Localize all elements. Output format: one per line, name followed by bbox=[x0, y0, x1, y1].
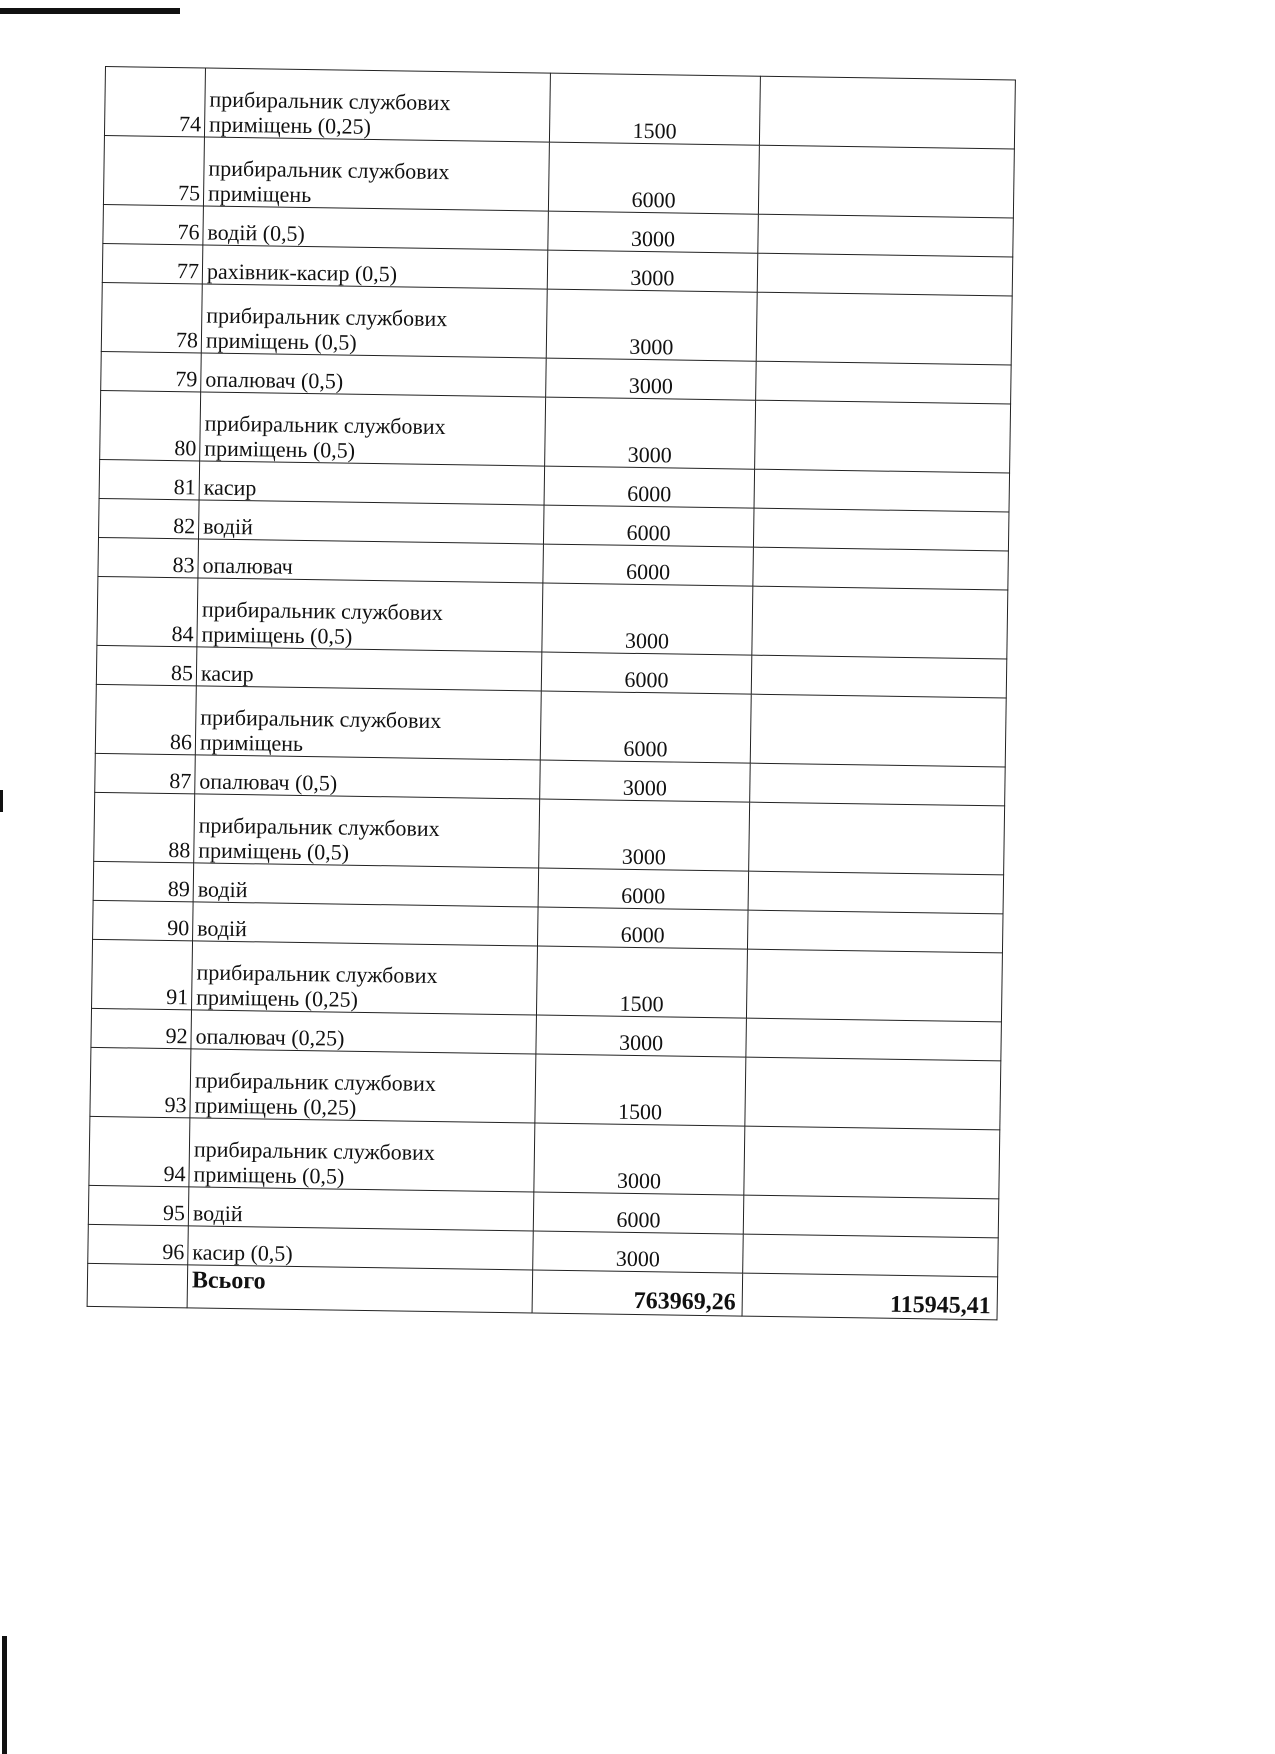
row-extra bbox=[746, 1018, 1002, 1061]
document-sheet bbox=[87, 66, 1015, 1320]
scan-edge-mark-left bbox=[0, 790, 3, 812]
row-number: 87 bbox=[95, 753, 196, 793]
row-salary: 1500 bbox=[535, 1054, 746, 1126]
row-extra bbox=[745, 1057, 1001, 1130]
row-number: 78 bbox=[101, 282, 202, 352]
table-row bbox=[104, 67, 1015, 149]
row-position: касир bbox=[196, 647, 542, 691]
row-position: опалювач (0,5) bbox=[195, 755, 541, 799]
row-extra bbox=[758, 214, 1014, 257]
row-extra bbox=[748, 871, 1004, 914]
row-number: 94 bbox=[89, 1116, 190, 1186]
row-extra bbox=[747, 910, 1003, 953]
row-extra bbox=[756, 361, 1012, 404]
row-number: 89 bbox=[93, 861, 194, 901]
row-number: 90 bbox=[93, 900, 194, 940]
row-salary: 3000 bbox=[533, 1231, 744, 1273]
row-extra bbox=[757, 253, 1013, 296]
row-position: прибиральник службових приміщень (0,25) bbox=[204, 68, 550, 142]
row-salary: 3000 bbox=[536, 1015, 747, 1057]
row-salary: 6000 bbox=[541, 652, 752, 694]
row-number: 83 bbox=[98, 537, 199, 577]
table-row bbox=[90, 1047, 1001, 1129]
row-position: прибиральник службових приміщень (0,25) bbox=[192, 941, 538, 1015]
row-number: 75 bbox=[103, 135, 204, 205]
row-number: 91 bbox=[92, 939, 193, 1009]
row-number: 76 bbox=[103, 204, 204, 244]
table-row bbox=[103, 135, 1014, 217]
row-position: прибиральник службових приміщень (0,5) bbox=[189, 1118, 535, 1192]
row-number: 92 bbox=[91, 1008, 192, 1048]
row-position: водій bbox=[198, 500, 544, 544]
row-extra bbox=[753, 508, 1009, 551]
row-extra bbox=[758, 145, 1014, 218]
row-salary: 6000 bbox=[537, 907, 748, 949]
row-position: опалювач bbox=[198, 539, 544, 583]
scan-edge-mark-top bbox=[0, 8, 180, 14]
row-extra bbox=[755, 400, 1011, 473]
row-number: 88 bbox=[94, 792, 195, 862]
table-row bbox=[95, 684, 1006, 766]
row-extra bbox=[752, 586, 1008, 659]
staff-table bbox=[87, 66, 1016, 1320]
row-extra bbox=[750, 694, 1006, 767]
total-label: Всього bbox=[187, 1265, 533, 1313]
row-extra bbox=[756, 292, 1012, 365]
table-row bbox=[92, 939, 1003, 1021]
row-extra bbox=[749, 802, 1005, 875]
row-number: 77 bbox=[102, 243, 203, 283]
row-extra bbox=[754, 469, 1010, 512]
row-number: 81 bbox=[99, 459, 200, 499]
row-salary: 6000 bbox=[533, 1192, 744, 1234]
row-salary: 6000 bbox=[544, 466, 755, 508]
row-salary: 3000 bbox=[545, 397, 756, 469]
row-salary: 6000 bbox=[543, 505, 754, 547]
row-extra bbox=[751, 655, 1007, 698]
table-row bbox=[100, 390, 1011, 472]
total-extra-sum: 115945,41 bbox=[742, 1273, 998, 1320]
row-number: 79 bbox=[101, 351, 202, 391]
row-number: 96 bbox=[88, 1224, 189, 1264]
total-num-cell bbox=[87, 1263, 188, 1307]
row-position: прибиральник службових приміщень (0,5) bbox=[201, 284, 547, 358]
row-number: 93 bbox=[90, 1047, 191, 1117]
row-salary: 3000 bbox=[548, 211, 759, 253]
row-position: опалювач (0,5) bbox=[201, 353, 547, 397]
row-salary: 3000 bbox=[539, 799, 750, 871]
row-number: 85 bbox=[96, 645, 197, 685]
row-salary: 3000 bbox=[542, 583, 753, 655]
table-row bbox=[94, 792, 1005, 874]
row-salary: 3000 bbox=[546, 289, 757, 361]
row-salary: 6000 bbox=[538, 868, 749, 910]
row-position: прибиральник службових приміщень (0,5) bbox=[197, 578, 543, 652]
row-position: водій bbox=[193, 863, 539, 907]
row-salary: 3000 bbox=[540, 760, 751, 802]
row-position: рахівник-касир (0,5) bbox=[202, 245, 548, 289]
row-position: касир bbox=[199, 461, 545, 505]
row-position: опалювач (0,25) bbox=[191, 1010, 537, 1054]
row-position: водій bbox=[188, 1187, 534, 1231]
row-extra bbox=[743, 1234, 999, 1277]
row-salary: 3000 bbox=[546, 358, 757, 400]
row-salary: 3000 bbox=[534, 1123, 745, 1195]
row-position: касир (0,5) bbox=[188, 1226, 534, 1270]
row-extra bbox=[750, 763, 1006, 806]
row-number: 95 bbox=[88, 1185, 189, 1225]
row-salary: 6000 bbox=[548, 142, 759, 214]
row-position: прибиральник службових приміщень bbox=[203, 137, 549, 211]
row-position: прибиральник службових приміщень (0,5) bbox=[200, 392, 546, 466]
row-salary: 6000 bbox=[543, 544, 754, 586]
row-number: 84 bbox=[97, 576, 198, 646]
scan-edge-mark-bottom bbox=[2, 1636, 7, 1754]
row-extra bbox=[759, 76, 1015, 149]
table-row bbox=[89, 1116, 1000, 1198]
row-number: 82 bbox=[99, 498, 200, 538]
row-number: 86 bbox=[95, 684, 196, 754]
table-row bbox=[97, 576, 1008, 658]
row-extra bbox=[753, 547, 1009, 590]
row-extra bbox=[743, 1195, 999, 1238]
row-salary: 6000 bbox=[540, 691, 751, 763]
row-extra bbox=[746, 949, 1002, 1022]
row-salary: 1500 bbox=[536, 946, 747, 1018]
row-position: прибиральник службових приміщень bbox=[195, 686, 541, 760]
row-extra bbox=[744, 1126, 1000, 1199]
row-number: 74 bbox=[104, 67, 205, 137]
total-salary-sum: 763969,26 bbox=[532, 1270, 743, 1316]
row-salary: 1500 bbox=[549, 73, 760, 145]
row-position: прибиральник службових приміщень (0,5) bbox=[194, 794, 540, 868]
staff-table-body bbox=[88, 67, 1016, 1277]
row-position: водій (0,5) bbox=[203, 206, 549, 250]
row-salary: 3000 bbox=[547, 250, 758, 292]
row-position: водій bbox=[193, 902, 539, 946]
row-position: прибиральник службових приміщень (0,25) bbox=[190, 1049, 536, 1123]
row-number: 80 bbox=[100, 390, 201, 460]
table-row bbox=[101, 282, 1012, 364]
